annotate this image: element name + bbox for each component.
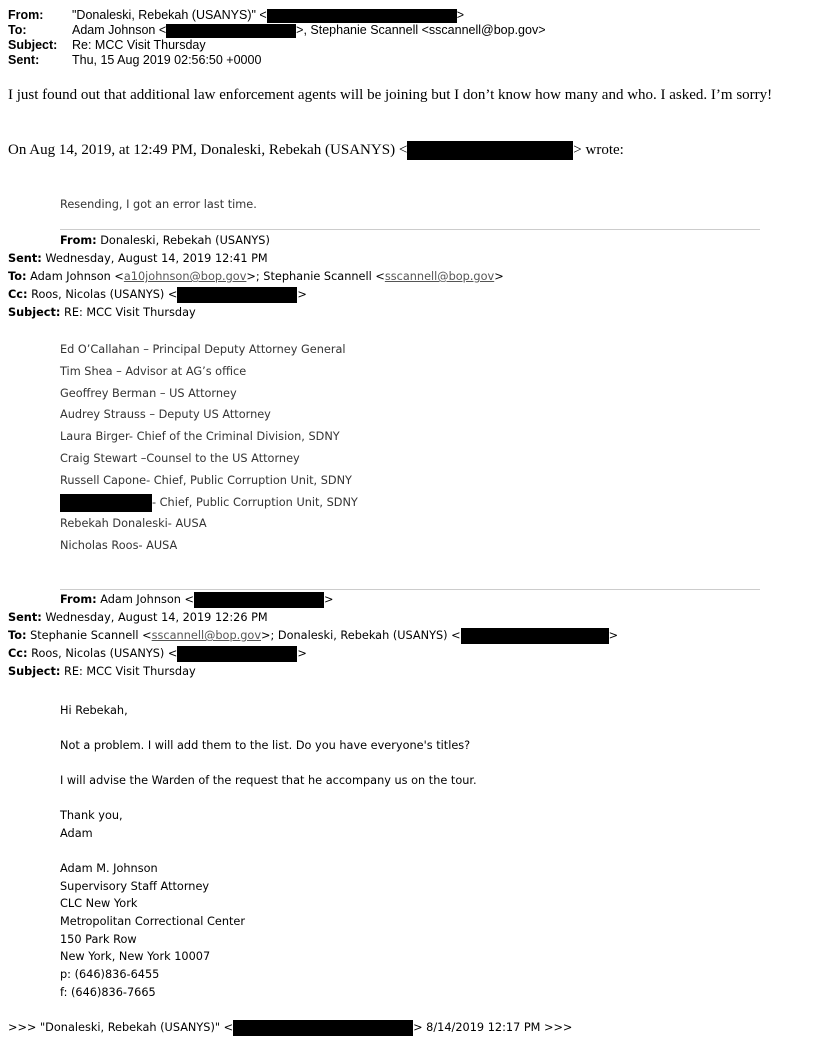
- signature-line: New York, New York 10007: [60, 950, 211, 964]
- quote1-to: [8, 269, 504, 285]
- divider: [60, 589, 760, 590]
- signature-line: Metropolitan Correctional Center: [60, 915, 246, 929]
- subject-value: RE: MCC Visit Thursday: [60, 306, 196, 319]
- redaction: [233, 1020, 413, 1036]
- from-label: From:: [60, 234, 97, 247]
- email-link[interactable]: a10johnson@bop.gov: [123, 270, 247, 283]
- forward-prefix: >>> "Donaleski, Rebekah (USANYS)" <: [8, 1021, 234, 1034]
- quote1-subject: [8, 305, 196, 321]
- attendee-list: [60, 339, 560, 557]
- list-item: Nicholas Roos- AUSA: [60, 539, 178, 553]
- redaction: [60, 494, 152, 512]
- redaction: [194, 592, 324, 608]
- resend-note: Resending, I got an error last time.: [60, 198, 257, 211]
- to-mid: >; Donaleski, Rebekah (USANYS) <: [261, 629, 461, 642]
- quote1-sent: [8, 251, 268, 267]
- email-link[interactable]: sscannell@bop.gov: [384, 270, 495, 283]
- cc-end: >: [297, 647, 307, 660]
- wrote-prefix: On Aug 14, 2019, at 12:49 PM, Donaleski, Rebekah (USANYS) <: [8, 142, 408, 158]
- list-item: Russell Capone- Chief, Public Corruption Unit, SDNY: [60, 473, 352, 487]
- cc-value: Roos, Nicolas (USANYS) <: [27, 647, 178, 660]
- from-end: >: [324, 593, 334, 606]
- sent-label: Sent:: [8, 53, 40, 67]
- list-item: Laura Birger- Chief of the Criminal Division, SDNY: [60, 430, 340, 444]
- quote1-from: [60, 233, 270, 249]
- quote2-from: [60, 592, 333, 608]
- subject-value: Re: MCC Visit Thursday: [72, 38, 206, 52]
- signature-line: Supervisory Staff Attorney: [60, 879, 210, 893]
- greeting: Hi Rebekah,: [60, 704, 128, 717]
- signature-line: f: (646)836-7665: [60, 985, 156, 999]
- to-label: To:: [8, 629, 27, 642]
- message-line: I will advise the Warden of the request that he accompany us on the tour.: [60, 774, 477, 787]
- message-line: Not a problem. I will add them to the list. Do you have everyone's titles?: [60, 739, 471, 752]
- quote2-subject: [8, 664, 196, 680]
- list-item: Craig Stewart –Counsel to the US Attorney: [60, 451, 300, 465]
- cc-label: Cc:: [8, 288, 28, 301]
- redaction: [166, 24, 296, 38]
- sent-label: Sent:: [8, 611, 42, 624]
- signature-line: Adam M. Johnson: [60, 862, 158, 875]
- list-item-text: - Chief, Public Corruption Unit, SDNY: [152, 495, 358, 509]
- signature-line: 150 Park Row: [60, 932, 137, 946]
- from-label: From:: [60, 593, 97, 606]
- cc-value: Roos, Nicolas (USANYS) <: [27, 288, 178, 301]
- to-name: Stephanie Scannell <: [26, 629, 152, 642]
- quote2-cc: [8, 646, 307, 662]
- list-item: Audrey Strauss – Deputy US Attorney: [60, 408, 271, 422]
- to-label: To:: [8, 23, 27, 37]
- email-link[interactable]: sscannell@bop.gov: [151, 629, 262, 642]
- redaction: [177, 287, 297, 303]
- sent-value: Wednesday, August 14, 2019 12:26 PM: [41, 611, 268, 624]
- signature-block: [60, 860, 460, 1002]
- to-label: To:: [8, 270, 27, 283]
- list-item: Tim Shea – Advisor at AG’s office: [60, 364, 247, 378]
- from-value: Donaleski, Rebekah (USANYS): [96, 234, 270, 247]
- redaction: [461, 628, 609, 644]
- signature-line: p: (646)836-6455: [60, 968, 160, 982]
- divider: [60, 229, 760, 230]
- redaction: [407, 141, 573, 160]
- quote2-sent: [8, 610, 268, 626]
- from-end: >: [456, 8, 465, 22]
- list-item: Ed O’Callahan – Principal Deputy Attorney General: [60, 343, 346, 356]
- sent-value: Thu, 15 Aug 2019 02:56:50 +0000: [72, 53, 262, 67]
- signature-line: CLC New York: [60, 897, 138, 911]
- from-value: "Donaleski, Rebekah (USANYS)" <: [72, 8, 267, 22]
- wrote-line: [8, 141, 624, 160]
- forward-marker: [8, 1020, 572, 1036]
- forward-suffix: > 8/14/2019 12:17 PM >>>: [413, 1021, 573, 1034]
- cc-label: Cc:: [8, 647, 28, 660]
- redaction: [267, 9, 457, 23]
- cc-end: >: [297, 288, 307, 301]
- sent-label: Sent:: [8, 252, 42, 265]
- to-end: >: [494, 270, 504, 283]
- subject-label: Subject:: [8, 665, 61, 678]
- list-item: Geoffrey Berman – US Attorney: [60, 386, 237, 400]
- from-label: From:: [8, 8, 44, 22]
- to-name: Adam Johnson <: [72, 23, 167, 37]
- quote1-cc: [8, 287, 307, 303]
- list-item: [60, 492, 560, 514]
- sent-value: Wednesday, August 14, 2019 12:41 PM: [41, 252, 268, 265]
- closing: Thank you,: [60, 809, 123, 822]
- to-name: Adam Johnson <: [26, 270, 124, 283]
- to-mid: >; Stephanie Scannell <: [246, 270, 385, 283]
- wrote-suffix: > wrote:: [573, 142, 624, 158]
- list-item: Rebekah Donaleski- AUSA: [60, 517, 207, 531]
- to-end: >: [608, 629, 619, 642]
- email-header: [8, 8, 808, 70]
- to-rest: >, Stephanie Scannell <sscannell@bop.gov>: [296, 23, 546, 37]
- redaction: [177, 646, 297, 662]
- from-value: Adam Johnson <: [96, 593, 195, 606]
- closing-name: Adam: [60, 827, 93, 840]
- quote2-to: [8, 628, 618, 644]
- subject-value: RE: MCC Visit Thursday: [60, 665, 196, 678]
- subject-label: Subject:: [8, 306, 61, 319]
- reply-body: I just found out that additional law enforcement agents will be joining but I don’t know how many and who. I asked. I’m sorry!: [8, 87, 773, 103]
- subject-label: Subject:: [8, 38, 58, 52]
